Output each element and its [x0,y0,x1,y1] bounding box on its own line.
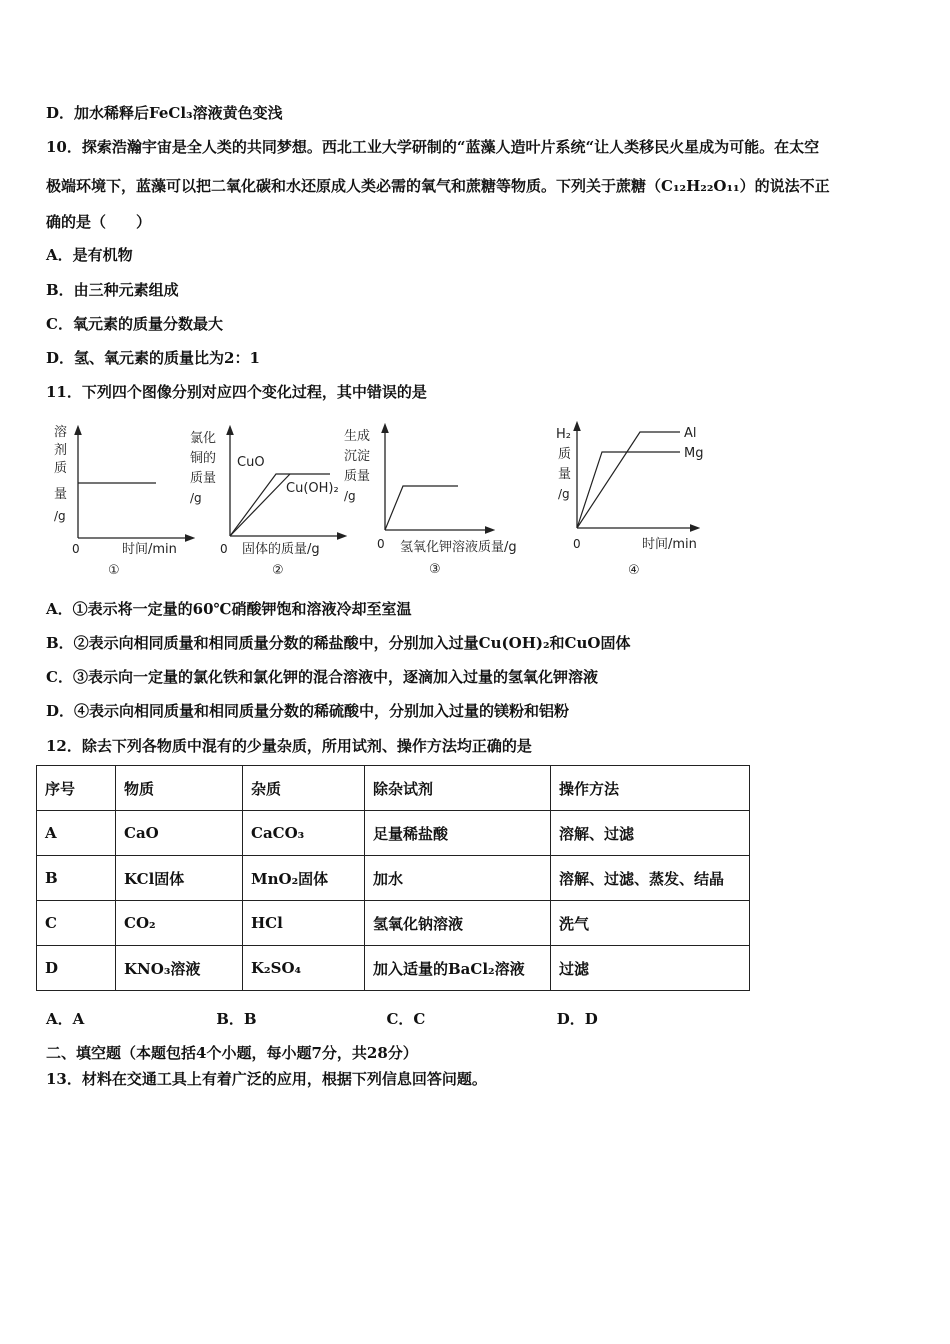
q12-answer-d: D．D [556,1010,598,1028]
q10-stem-line2: 极端环境下，蓝藻可以把二氧化碳和水还原成人类必需的氧气和蔗糖等物质。下列关于蔗糖（C₁₂H₂₂O₁₁）的说法不正 [46,177,830,195]
q11-graphs-svg [40,418,720,583]
table-cell: 溶解、过滤 [551,811,750,856]
graph-1-ylabel-3: 量 [54,487,68,502]
q13-stem: 13．材料在交通工具上有着广泛的应用，根据下列信息回答问题。 [46,1070,487,1088]
graph-1-number: ① [108,563,120,578]
table-row [37,856,750,901]
graph-4-xlabel: 时间/min [642,537,697,552]
q9-option-d: D．加水稀释后FeCl₃溶液黄色变浅 [46,104,283,122]
q10-option-d: D．氢、氧元素的质量比为2：1 [46,349,260,367]
graph-3 [344,428,517,577]
table-cell: CaO [116,811,243,856]
table-cell: KNO₃溶液 [116,946,243,991]
graph-3-curve [385,486,458,530]
graph-1-ylabel-1: 剂 [54,443,68,458]
graph-3-ylabel-3: /g [344,489,356,503]
graph-3-ylabel-1: 沉淀 [344,449,371,464]
graph-1-ylabel-2: 质 [54,461,68,476]
header-cell: 除杂试剂 [365,766,551,811]
graph-1-ylabel-4: /g [54,509,66,523]
header-cell: 物质 [116,766,243,811]
section-2-title: 二、填空题（本题包括4个小题，每小题7分，共28分） [46,1044,418,1062]
graph-4-mg-curve [577,452,680,528]
table-row [37,811,750,856]
q12-table [36,765,750,991]
q10-option-b: B．由三种元素组成 [46,281,179,299]
table-row [37,901,750,946]
graph-3-origin: 0 [377,537,385,551]
graph-2-ylabel-3: /g [190,491,202,505]
table-row [37,946,750,991]
graph-4-ylabel-0: H₂ [556,427,571,442]
q12-stem: 12．除去下列各物质中混有的少量杂质，所用试剂、操作方法均正确的是 [46,737,532,755]
graph-2-ylabel-1: 铜的 [190,451,217,466]
q10-stem-line3: 确的是（ ） [46,213,152,231]
table-cell: 过滤 [551,946,750,991]
graph-2 [190,430,342,578]
graph-2-series-cuoh2: Cu(OH)₂ [286,481,339,496]
q10-stem-line1: 10．探索浩瀚宇宙是全人类的共同梦想。西北工业大学研制的“蓝藻人造叶片系统“让人类移民火星成为可能。在太空 [46,138,820,156]
table-cell: 溶解、过滤、蒸发、结晶 [551,856,750,901]
graph-4-series-al: Al [684,426,697,441]
q10-option-c: C．氧元素的质量分数最大 [46,315,223,333]
graph-2-xlabel: 固体的质量/g [242,542,320,557]
table-cell: 氢氧化钠溶液 [365,901,551,946]
graph-1-xlabel: 时间/min [122,542,177,557]
q12-answer-options [46,1008,598,1029]
table-cell: A [37,811,116,856]
table-cell: D [37,946,116,991]
table-cell: HCl [243,901,365,946]
header-cell: 杂质 [243,766,365,811]
graph-4-ylabel-2: 量 [558,467,572,482]
q11-figures [40,418,720,587]
table-cell: MnO₂固体 [243,856,365,901]
table-cell: 足量稀盐酸 [365,811,551,856]
q11-option-b: B．②表示向相同质量和相同质量分数的稀盐酸中，分别加入过量Cu(OH)₂和CuO固体 [46,634,631,652]
table-cell: KCl固体 [116,856,243,901]
table-cell: C [37,901,116,946]
table-header-row [37,766,750,811]
table-cell: 洗气 [551,901,750,946]
graph-3-number: ③ [429,562,441,577]
table-cell: 加水 [365,856,551,901]
table-cell: 加入适量的BaCl₂溶液 [365,946,551,991]
header-cell: 操作方法 [551,766,750,811]
graph-3-ylabel-0: 生成 [344,429,371,444]
table-cell: CaCO₃ [243,811,365,856]
table-cell: B [37,856,116,901]
q11-stem: 11．下列四个图像分别对应四个变化过程，其中错误的是 [46,383,427,401]
q11-option-a: A．①表示将一定量的60℃硝酸钾饱和溶液冷却至室温 [46,600,412,618]
graph-2-series-cuo: CuO [237,455,265,470]
graph-2-ylabel-2: 质量 [190,471,217,486]
q11-option-c: C．③表示向一定量的氯化铁和氯化钾的混合溶液中，逐滴加入过量的氢氧化钾溶液 [46,668,598,686]
q12-answer-a: A．A [46,1010,85,1028]
table-cell: K₂SO₄ [243,946,365,991]
graph-4 [556,426,703,578]
graph-4-series-mg: Mg [684,446,704,461]
graph-2-cuoh2-curve [230,474,290,536]
q11-option-d: D．④表示向相同质量和相同质量分数的稀硫酸中，分别加入过量的镁粉和铝粉 [46,702,570,720]
graph-2-ylabel-0: 氯化 [190,431,217,446]
header-cell: 序号 [37,766,116,811]
graph-2-number: ② [272,563,284,578]
table-cell: CO₂ [116,901,243,946]
graph-4-origin: 0 [573,537,581,551]
graph-1-ylabel-0: 溶 [54,425,68,440]
graph-2-origin: 0 [220,542,228,556]
q12-answer-c: C．C [386,1010,426,1028]
graph-1 [54,424,190,578]
graph-3-ylabel-2: 质量 [344,469,371,484]
q10-option-a: A．是有机物 [46,246,133,264]
graph-4-ylabel-3: /g [558,487,570,501]
graph-4-number: ④ [628,563,640,578]
graph-3-xlabel: 氢氧化钾溶液质量/g [400,540,517,555]
graph-1-origin: 0 [72,542,80,556]
q12-answer-b: B．B [216,1010,257,1028]
graph-4-ylabel-1: 质 [558,447,572,462]
